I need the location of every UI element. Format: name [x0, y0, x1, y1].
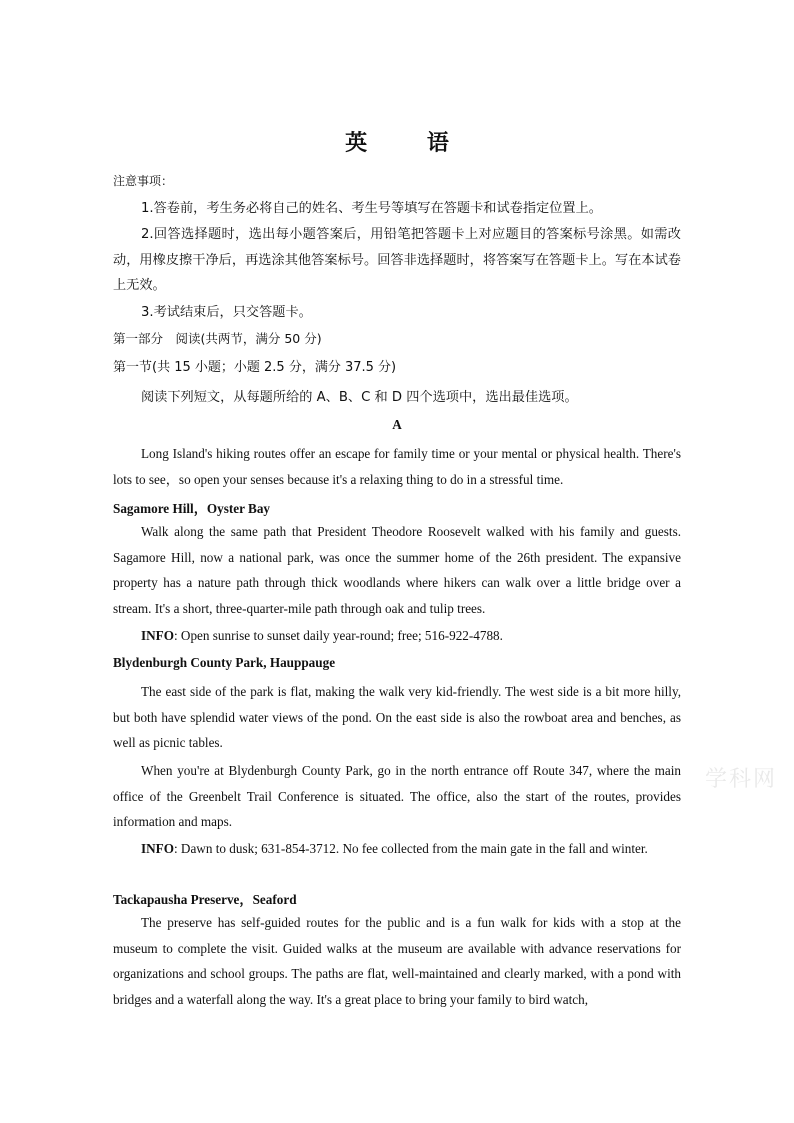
passage-intro: Long Island's hiking routes offer an escape for family time or your mental or physical health. There's lots to see，so open your senses because it's a relaxing thing to do in a stressful time.	[113, 446, 681, 487]
note-item-1: 1.答卷前，考生务必将自己的姓名、考生号等填写在答题卡和试卷指定位置上。	[141, 201, 602, 216]
section-paragraph: Walk along the same path that President Theodore Roosevelt walked with his family and guests. Sagamore Hill, now a national park, was once the summer home of the 26th president. The expansive property has a nature path through thick woodlands where hikers can walk over a little bridge over a stream. It's a short, three-quarter-mile path through oak and tulip trees.	[113, 524, 681, 616]
info-label: INFO	[141, 841, 174, 856]
passage-label: A	[392, 417, 402, 432]
watermark: 学科网	[705, 767, 778, 792]
notes-heading: 注意事项：	[113, 174, 174, 188]
section-title: 第一节(共 15 小题；小题 2.5 分，满分 37.5 分)	[113, 360, 397, 375]
info-text: : Open sunrise to sunset daily year-round; free; 516-922-4788.	[173, 628, 503, 643]
section-paragraph: The preserve has self-guided routes for the public and is a fun walk for kids with a stop at the museum to complete the visit. Guided walks at the museum are available with advance reservations for organizations and school groups. The paths are flat, well-maintained and clearly marked, with a pond with bridges and a waterfall along the way. It's a great place to bring your family to bird watch,	[113, 915, 681, 1007]
info-label: INFO	[141, 628, 174, 643]
info-line-sagamore	[113, 623, 681, 649]
section-paragraph: When you're at Blydenburgh County Park, go in the north entrance off Route 347, where the main office of the Greenbelt Trail Conference is situated. The office, also the start of the routes, provides information and maps.	[113, 763, 681, 829]
info-line-blydenburgh	[113, 836, 681, 862]
section-paragraph: The east side of the park is flat, making the walk very kid-friendly. The west side is a bit more hilly, but both have splendid water views of the pond. On the east side is also the rowboat area and benches, as well as picnic tables.	[113, 684, 681, 750]
info-text: : Dawn to dusk; 631-854-3712. No fee collected from the main gate in the fall and winter.	[173, 841, 648, 856]
section-heading-sagamore: Sagamore Hill，Oyster Bay	[113, 501, 271, 516]
page-title: 英 语	[345, 130, 475, 156]
instruction: 阅读下列短文，从每题所给的 A、B、C 和 D 四个选项中，选出最佳选项。	[141, 390, 578, 405]
note-item-3: 3.考试结束后，只交答题卡。	[141, 305, 312, 320]
section-heading-tackapausha: Tackapausha Preserve，Seaford	[113, 892, 297, 907]
note-item-2: 2.回答选择题时，选出每小题答案后，用铅笔把答题卡上对应题目的答案标号涂黑。如需改动，用橡皮擦干净后，再选涂其他答案标号。回答非选择题时，将答案写在答题卡上。写在本试卷上无效。	[113, 227, 681, 293]
section-heading-blydenburgh: Blydenburgh County Park, Hauppauge	[113, 655, 336, 670]
part-title: 第一部分 阅读(共两节，满分 50 分)	[113, 331, 322, 346]
